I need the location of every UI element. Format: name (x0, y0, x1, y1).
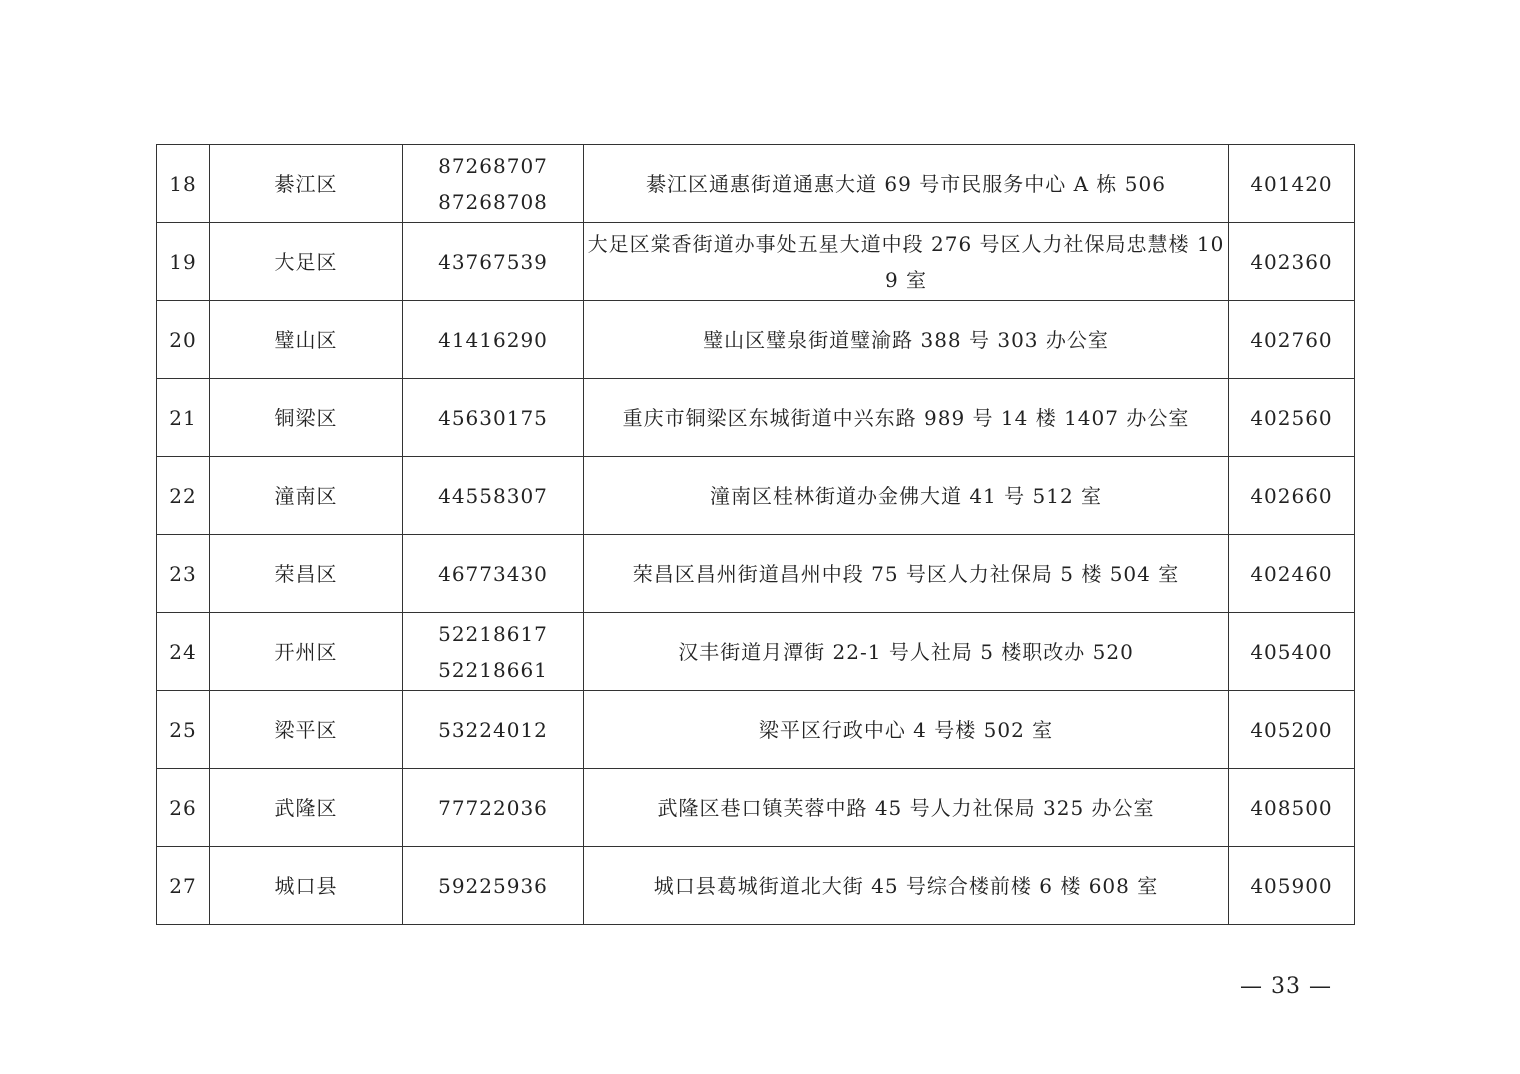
address-cell (584, 847, 1229, 925)
district-name: 潼南区 (274, 483, 338, 508)
postcode-cell (1229, 223, 1355, 301)
row-number: 21 (169, 405, 197, 430)
address-cell (584, 223, 1229, 301)
district-cell (210, 145, 403, 223)
postcode: 402560 (1250, 405, 1333, 430)
phone-cell (403, 769, 584, 847)
phone-number: 44558307 (438, 483, 548, 508)
district-cell (210, 769, 403, 847)
district-name: 铜梁区 (274, 405, 338, 430)
page-number: — 33 — (1240, 974, 1332, 999)
postcode-cell (1229, 145, 1355, 223)
row-number: 26 (169, 795, 197, 820)
postcode-cell (1229, 301, 1355, 379)
district-name: 梁平区 (274, 717, 338, 742)
table-row (157, 769, 1355, 847)
postcode-cell (1229, 691, 1355, 769)
row-number-cell (157, 223, 210, 301)
row-number: 22 (169, 483, 197, 508)
postcode-cell (1229, 457, 1355, 535)
row-number-cell (157, 301, 210, 379)
postcode: 402360 (1250, 249, 1333, 274)
phone-cell (403, 847, 584, 925)
phone-number: 77722036 (438, 795, 548, 820)
row-number-cell (157, 769, 210, 847)
address-text: 梁平区行政中心 4 号楼 502 室 (758, 717, 1054, 742)
district-cell (210, 457, 403, 535)
district-cell (210, 691, 403, 769)
table-row (157, 145, 1355, 223)
table-row (157, 379, 1355, 457)
address-cell (584, 691, 1229, 769)
district-cell (210, 847, 403, 925)
phone-number: 52218661 (438, 657, 548, 682)
postcode: 405400 (1250, 639, 1333, 664)
address-cell (584, 301, 1229, 379)
district-cell (210, 613, 403, 691)
district-name: 武隆区 (274, 795, 338, 820)
row-number: 19 (169, 249, 197, 274)
district-name: 璧山区 (274, 327, 338, 352)
address-text: 重庆市铜梁区东城街道中兴东路 989 号 14 楼 1407 办公室 (622, 405, 1190, 430)
table-row (157, 847, 1355, 925)
row-number: 25 (169, 717, 197, 742)
postcode-cell (1229, 379, 1355, 457)
address-cell (584, 535, 1229, 613)
address-cell (584, 379, 1229, 457)
row-number: 24 (169, 639, 197, 664)
postcode: 402660 (1250, 483, 1333, 508)
phone-number: 59225936 (438, 873, 548, 898)
phone-number: 41416290 (438, 327, 548, 352)
row-number: 23 (169, 561, 197, 586)
address-text: 綦江区通惠街道通惠大道 69 号市民服务中心 A 栋 506 (646, 171, 1166, 196)
row-number-cell (157, 613, 210, 691)
district-cell (210, 223, 403, 301)
phone-number: 52218617 (438, 621, 548, 646)
contact-table (156, 144, 1355, 925)
phone-number: 43767539 (438, 249, 548, 274)
district-cell (210, 535, 403, 613)
postcode-cell (1229, 769, 1355, 847)
phone-number: 87268708 (438, 189, 548, 214)
row-number-cell (157, 847, 210, 925)
table-row (157, 613, 1355, 691)
address-cell (584, 769, 1229, 847)
address-cell (584, 145, 1229, 223)
row-number: 27 (169, 873, 197, 898)
phone-number: 53224012 (438, 717, 548, 742)
postcode: 408500 (1250, 795, 1333, 820)
address-text: 荣昌区昌州街道昌州中段 75 号区人力社保局 5 楼 504 室 (632, 561, 1180, 586)
row-number-cell (157, 691, 210, 769)
row-number: 18 (169, 171, 197, 196)
postcode: 402460 (1250, 561, 1333, 586)
table-row (157, 691, 1355, 769)
table-row (157, 301, 1355, 379)
phone-number: 45630175 (438, 405, 548, 430)
phone-cell (403, 613, 584, 691)
phone-cell (403, 223, 584, 301)
address-text: 大足区棠香街道办事处五星大道中段 276 号区人力社保局忠慧楼 109 室 (587, 231, 1225, 292)
table-body (157, 145, 1355, 925)
district-name: 荣昌区 (274, 561, 338, 586)
row-number: 20 (169, 327, 197, 352)
table-row (157, 457, 1355, 535)
phone-cell (403, 535, 584, 613)
phone-cell (403, 457, 584, 535)
address-text: 武隆区巷口镇芙蓉中路 45 号人力社保局 325 办公室 (657, 795, 1155, 820)
postcode: 401420 (1250, 171, 1333, 196)
address-text: 璧山区璧泉街道璧渝路 388 号 303 办公室 (703, 327, 1109, 352)
district-name: 大足区 (274, 249, 338, 274)
row-number-cell (157, 145, 210, 223)
phone-cell (403, 691, 584, 769)
postcode-cell (1229, 613, 1355, 691)
district-cell (210, 301, 403, 379)
phone-cell (403, 145, 584, 223)
phone-cell (403, 379, 584, 457)
district-cell (210, 379, 403, 457)
row-number-cell (157, 457, 210, 535)
district-name: 城口县 (274, 873, 338, 898)
postcode-cell (1229, 535, 1355, 613)
district-name: 开州区 (274, 639, 338, 664)
address-cell (584, 457, 1229, 535)
postcode: 405900 (1250, 873, 1333, 898)
phone-cell (403, 301, 584, 379)
postcode: 405200 (1250, 717, 1333, 742)
address-cell (584, 613, 1229, 691)
postcode-cell (1229, 847, 1355, 925)
table-row (157, 535, 1355, 613)
district-name: 綦江区 (274, 171, 338, 196)
row-number-cell (157, 535, 210, 613)
address-text: 城口县葛城街道北大街 45 号综合楼前楼 6 楼 608 室 (653, 873, 1159, 898)
postcode: 402760 (1250, 327, 1333, 352)
phone-number: 46773430 (438, 561, 548, 586)
address-text: 潼南区桂林街道办金佛大道 41 号 512 室 (709, 483, 1103, 508)
row-number-cell (157, 379, 210, 457)
table-row (157, 223, 1355, 301)
phone-number: 87268707 (438, 153, 548, 178)
address-text: 汉丰街道月潭街 22-1 号人社局 5 楼职改办 520 (678, 639, 1134, 664)
